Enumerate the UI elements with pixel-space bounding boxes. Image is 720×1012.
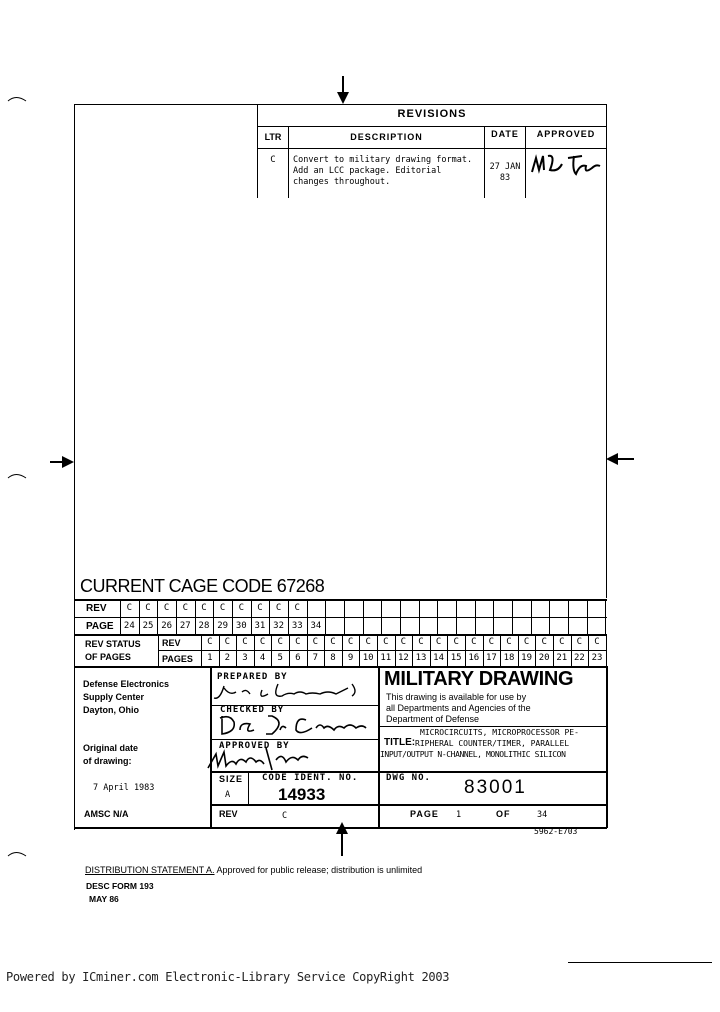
upper-grid-line [568,599,569,635]
upper-page-cell: 32 [273,621,285,631]
upper-rev-cell: C [201,603,207,613]
status-page-cell: 1 [207,653,213,663]
military-drawing-line3: Department of Defense [386,714,480,724]
military-drawing-line2: all Departments and Agencies of the [386,703,531,713]
desc-form: DESC FORM 193 [86,881,154,891]
status-page-cell: 15 [450,653,462,663]
status-rev-cell: C [559,637,565,647]
upper-page-cell: 29 [217,621,229,631]
rev-status-label-line2: OF PAGES [85,652,131,662]
upper-rev-cell: C [275,603,282,613]
upper-rev-cell: C [238,603,244,613]
status-page-cell: 9 [347,653,354,663]
upper-page-cell: 26 [161,621,173,631]
status-page-cell: 12 [397,653,409,663]
upper-page-cell: 25 [142,621,154,631]
status-page-cell: 18 [503,653,515,663]
distribution-statement-label: DISTRIBUTION STATEMENT A. [85,865,215,875]
status-rev-cell: C [435,637,442,647]
frame-right [606,104,607,598]
upper-rev-cell: C [182,603,188,613]
status-rev-cell: C [506,637,512,647]
approved-by-label: APPROVED BY [219,741,290,751]
original-date-label2: of drawing: [83,756,132,766]
upper-grid-line [437,599,438,635]
upper-rev-cell: C [294,603,300,613]
rev-upper-label: REV [86,603,107,614]
upper-grid-line [549,599,550,635]
upper-grid-line [587,599,588,635]
amsc-label: AMSC N/A [84,809,129,819]
upper-grid-line [531,599,532,635]
upper-grid-line [363,599,364,635]
upper-grid-line [605,599,606,635]
revision-row-date-line2: 83 [499,173,511,183]
status-page-cell: 16 [468,653,480,663]
revisions-header-ltr: LTR [264,132,282,142]
status-rev-cell: C [383,637,389,647]
rev-status-pages-label: PAGES [162,654,193,664]
status-page-cell: 10 [362,653,374,663]
distribution-statement [85,865,422,875]
cage-code: CURRENT CAGE CODE 67268 [80,576,325,596]
status-rev-cell: C [576,637,583,647]
status-rev-cell: C [295,637,301,647]
rev-block-value: C [282,811,288,821]
agency-line1: Defense Electronics [83,679,170,689]
original-date-value: 7 April 1983 [93,783,155,793]
status-page-cell: 6 [295,653,301,663]
upper-rev-cell: C [257,603,263,613]
status-page-cell: 23 [591,653,603,663]
status-rev-cell: C [312,637,319,647]
status-page-cell: 5 [277,653,283,663]
upper-grid-line [400,599,401,635]
upper-rev-cell: C [219,603,226,613]
dwg-no-label: DWG NO. [386,773,431,783]
page-block-value: 1 [456,810,462,820]
status-page-cell: 13 [415,653,427,663]
drawing-title-line1: MICROCIRCUITS, MICROPROCESSOR PE- [420,728,579,737]
status-rev-cell: C [259,637,266,647]
drawing-title-line3: INPUT/OUTPUT N-CHANNEL, MONOLITHIC SILICON [380,750,566,759]
status-rev-cell: C [330,637,336,647]
form-number: 5962-E703 [534,827,578,836]
revisions-header-description: DESCRIPTION [350,132,423,142]
checked-by-signature [216,710,376,740]
revision-row-description-line2: Add an LCC package. Editorial [293,166,442,176]
form-date: MAY 86 [89,894,119,904]
upper-rev-cell: C [163,603,170,613]
status-page-cell: 7 [312,653,319,663]
status-page-cell: 17 [485,653,497,663]
upper-page-cell: 33 [291,621,303,631]
status-page-cell: 4 [259,653,266,663]
frame-left [74,104,75,830]
status-page-cell: 8 [330,653,336,663]
prepared-by-label: PREPARED BY [217,672,288,682]
upper-grid-line [475,599,476,635]
status-page-cell: 20 [538,653,550,663]
upper-rev-cell: C [126,603,133,613]
status-rev-cell: C [418,637,424,647]
dwg-no-value: 83001 [464,777,527,798]
revisions-header-date: DATE [491,129,519,139]
footer-copyright: Powered by ICminer.com Electronic-Library Service CopyRight 2003 [6,970,450,984]
status-page-cell: 19 [521,653,533,663]
upper-grid-line [456,599,457,635]
upper-page-cell: 28 [198,621,210,631]
prepared-by-signature [212,678,372,704]
upper-grid-line [325,599,326,635]
agency-line2: Supply Center [83,692,145,702]
original-date-label1: Original date [83,743,139,753]
status-rev-cell: C [365,637,371,647]
status-rev-cell: C [242,637,248,647]
status-page-cell: 21 [556,653,568,663]
code-ident-value: 14933 [278,785,326,804]
page-block-label: PAGE [410,809,439,819]
status-page-cell: 14 [433,653,445,663]
revision-row-ltr: C [270,155,276,165]
approved-by-signature [206,744,326,774]
military-drawing-line1: This drawing is available for use by [386,692,527,702]
status-rev-cell: C [594,637,600,647]
rev-block-label: REV [219,809,238,819]
distribution-statement-text: Approved for public release; distribution is unlimited [214,865,423,875]
rev-status-rev-label: REV [162,638,181,648]
revisions-header-approved: APPROVED [536,129,596,139]
status-page-cell: 2 [224,653,231,663]
footer-rule [568,962,712,963]
revisions-title: REVISIONS [397,108,467,120]
revision-row-description-line3: changes throughout. [293,177,391,187]
upper-page-cell: 24 [123,621,135,631]
upper-grid-line [419,599,420,635]
status-page-cell: 11 [380,653,392,663]
status-rev-cell: C [453,637,459,647]
rev-status-label-line1: REV STATUS [85,639,141,649]
upper-page-cell: 31 [254,621,266,631]
status-rev-cell: C [207,637,213,647]
status-rev-cell: C [541,637,547,647]
checked-by-label: CHECKED BY [220,705,285,715]
page-block-of-label: OF [496,809,511,819]
agency-line3: Dayton, Ohio [83,705,139,715]
size-label: SIZE [219,774,244,784]
approval-signature [528,150,604,182]
status-rev-cell: C [277,637,283,647]
page-block-total: 34 [537,810,548,820]
status-rev-cell: C [347,637,354,647]
status-rev-cell: C [471,637,477,647]
status-grid-line [606,634,607,666]
upper-grid-line [512,599,513,635]
military-drawing-title: MILITARY DRAWING [384,668,574,690]
revision-row-date-line1: 27 JAN [489,162,521,172]
upper-page-cell: 30 [235,621,247,631]
status-rev-cell: C [523,637,530,647]
upper-grid-line [381,599,382,635]
drawing-title-label: TITLE: [384,737,416,748]
status-rev-cell: C [400,637,407,647]
upper-page-cell: 27 [179,621,191,631]
revision-row-description-line1: Convert to military drawing format. [293,155,473,165]
status-page-cell: 3 [242,653,248,663]
upper-grid-line [344,599,345,635]
frame-top [74,104,258,105]
status-page-cell: 22 [573,653,585,663]
size-value: A [225,790,231,800]
code-ident-label: CODE IDENT. NO. [262,773,359,783]
page-upper-label: PAGE [86,621,114,632]
status-rev-cell: C [488,637,495,647]
upper-rev-cell: C [145,603,151,613]
upper-page-cell: 34 [310,621,322,631]
status-rev-cell: C [224,637,231,647]
drawing-title-line2: RIPHERAL COUNTER/TIMER, PARALLEL [415,739,570,748]
upper-grid-line [493,599,494,635]
